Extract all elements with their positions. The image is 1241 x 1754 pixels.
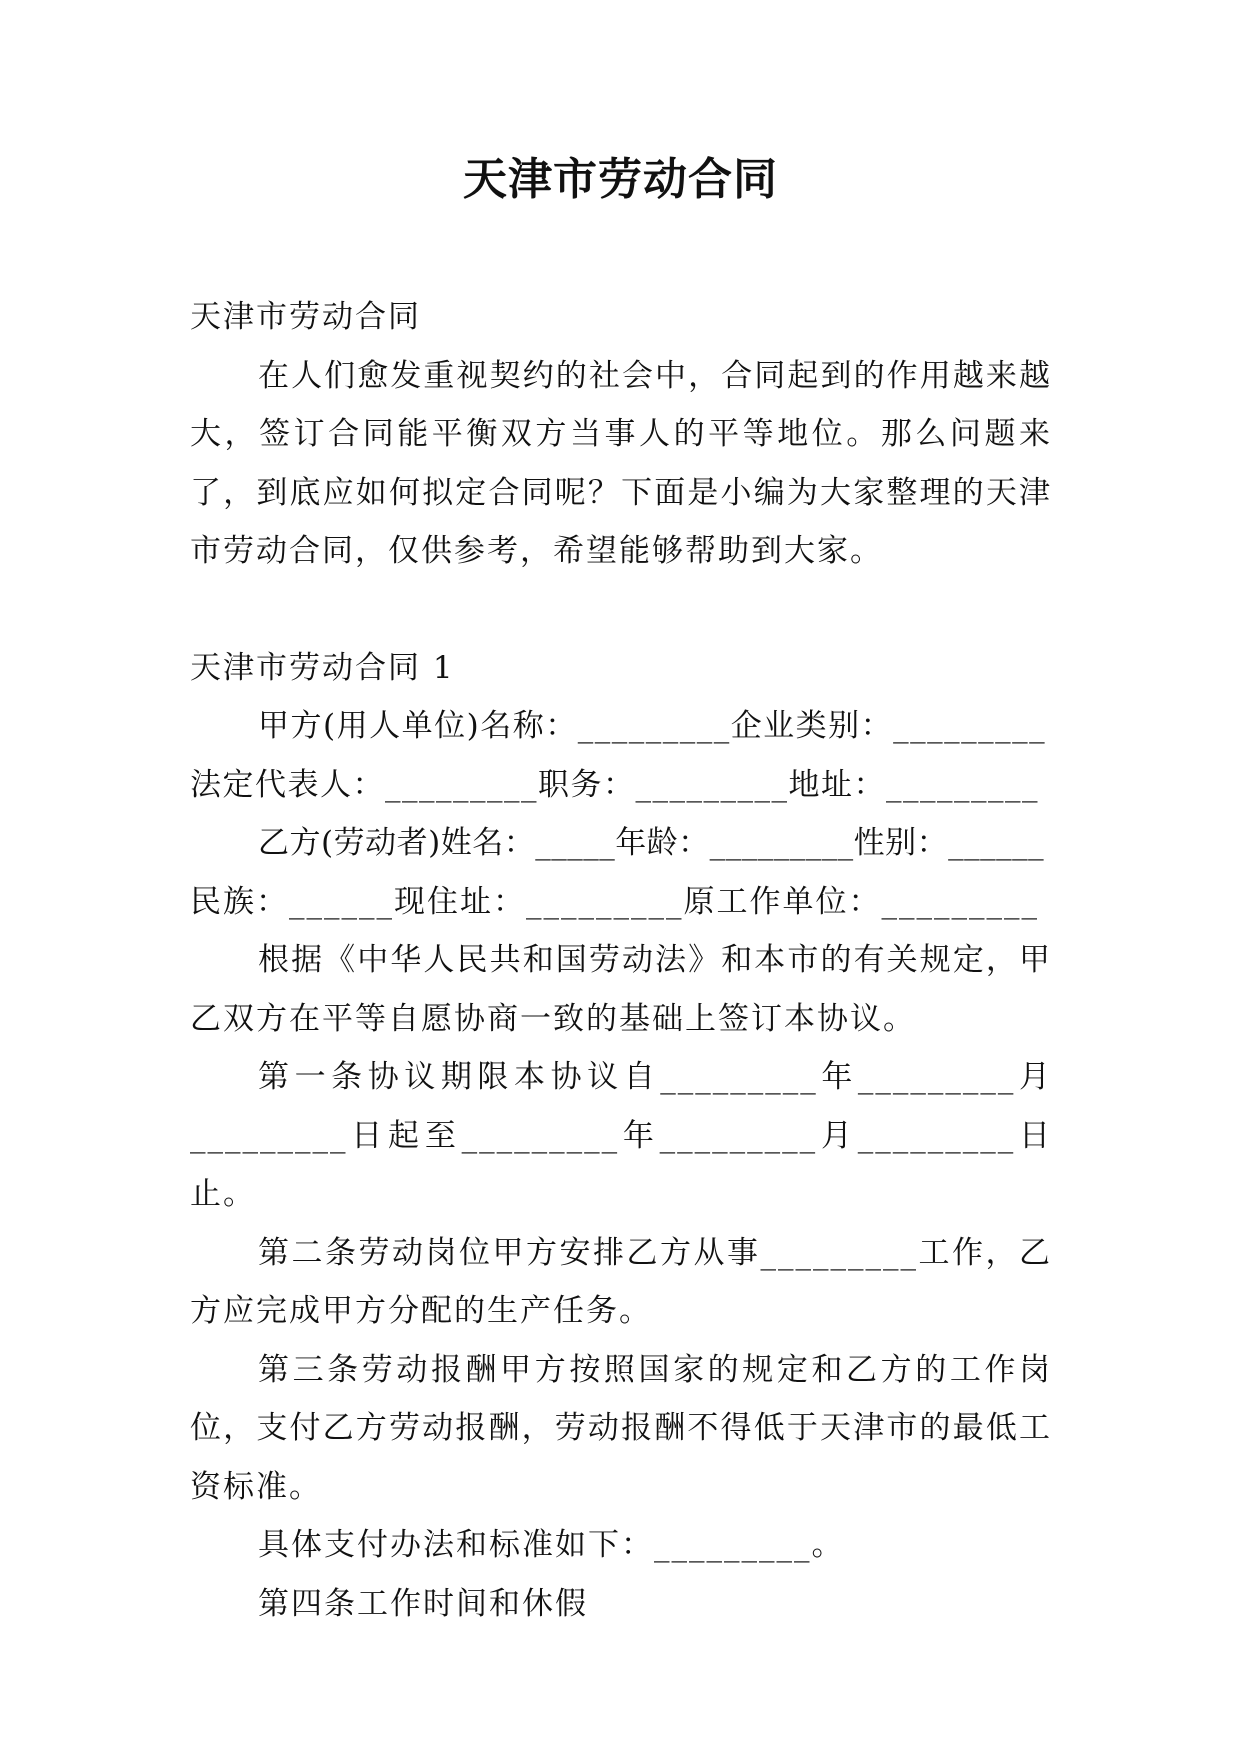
paragraph-gap	[190, 581, 1052, 639]
article-1: 第一条协议期限本协议自_________年_________月_________日起至_________年_________月_________日止。	[190, 1059, 1052, 1212]
document-body	[190, 288, 1052, 1633]
party-b-line-1: 乙方(劳动者)姓名：_____年龄：_________性别：______	[258, 825, 1045, 861]
section-heading: 天津市劳动合同	[190, 299, 421, 335]
party-a-line-1: 甲方(用人单位)名称：_________企业类别：_________	[258, 708, 1047, 744]
party-b-line-2: 民族：______现住址：_________原工作单位：_________	[190, 883, 1039, 920]
party-a-line-2: 法定代表人：_________职务：_________地址：_________	[190, 766, 1039, 803]
basis-paragraph: 根据《中华人民共和国劳动法》和本市的有关规定，甲乙双方在平等自愿协商一致的基础上签订本协议。	[190, 942, 1052, 1037]
article-3: 第三条劳动报酬甲方按照国家的规定和乙方的工作岗位，支付乙方劳动报酬，劳动报酬不得低于天津市的最低工资标准。	[190, 1351, 1052, 1505]
payment-paragraph: 具体支付办法和标准如下：_________。	[258, 1527, 845, 1563]
article-4: 第四条工作时间和休假	[258, 1585, 588, 1622]
document-title: 天津市劳动合同	[463, 154, 778, 205]
intro-paragraph: 在人们愈发重视契约的社会中，合同起到的作用越来越大，签订合同能平衡双方当事人的平等地位。那么问题来了，到底应如何拟定合同呢？下面是小编为大家整理的天津市劳动合同，仅供参考，希望能够帮助到大家。	[190, 357, 1052, 569]
contract-heading: 天津市劳动合同 1	[190, 649, 455, 686]
article-2: 第二条劳动岗位甲方安排乙方从事_________工作，乙方应完成甲方分配的生产任务。	[190, 1234, 1052, 1329]
